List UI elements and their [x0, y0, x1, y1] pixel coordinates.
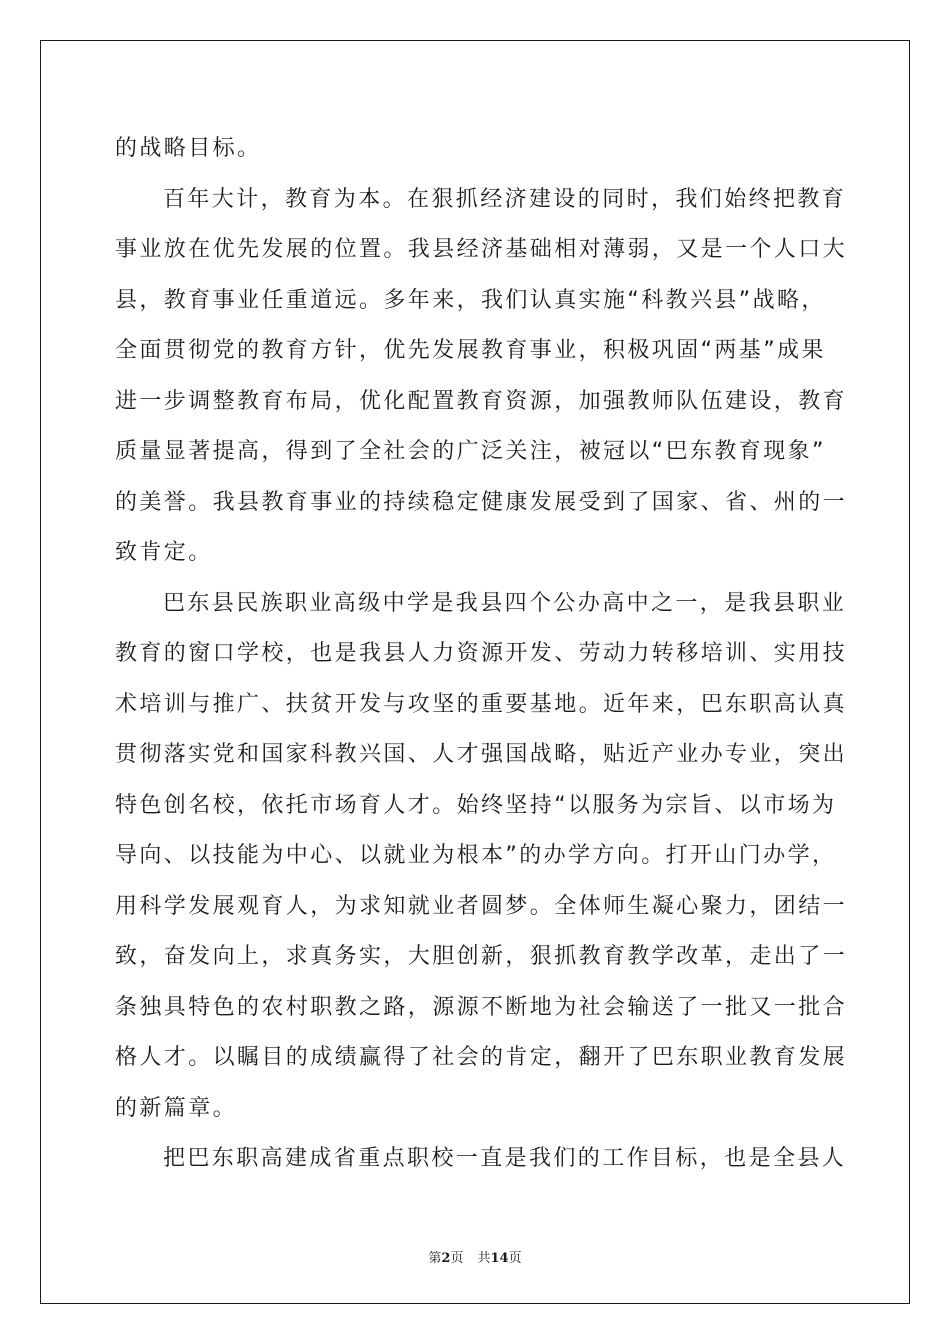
- text-line: 事业放在优先发展的位置。我县经济基础相对薄弱，又是一个人口大: [115, 237, 848, 262]
- text-line: 把巴东职高建成省重点职校一直是我们的工作目标，也是全县人: [163, 1146, 847, 1171]
- document-body: [115, 124, 848, 1185]
- text-line: 格人才。以瞩目的成绩赢得了社会的肯定，翻开了巴东职业教育发展: [115, 1045, 848, 1070]
- page-prefix: 第: [428, 1251, 442, 1266]
- page-footer: [0, 1247, 950, 1266]
- total-prefix: 共: [477, 1251, 491, 1266]
- page-number: 2: [441, 1251, 451, 1266]
- text-line: 全面贯彻党的教育方针，优先发展教育事业，积极巩固“两基”成果: [115, 338, 826, 363]
- text-line: 术培训与推广、扶贫开发与攻坚的重要基地。近年来，巴东职高认真: [115, 691, 848, 717]
- text-line: 条独具特色的农村职教之路，源源不断地为社会输送了一批又一批合: [115, 994, 848, 1020]
- text-line: 致，奋发向上，求真务实，大胆创新，狠抓教育教学改革，走出了一: [115, 944, 848, 969]
- text-line: 教育的窗口学校，也是我县人力资源开发、劳动力转移培训、实用技: [115, 641, 848, 666]
- text-line: 致肯定。: [115, 540, 213, 565]
- text-line: 巴东县民族职业高级中学是我县四个公办高中之一，是我县职业: [163, 590, 847, 616]
- text-line: 导向、以技能为中心、以就业为根本”的办学方向。打开山门办学，: [115, 843, 837, 868]
- text-line: 用科学发展观育人，为求知就业者圆梦。全体师生凝心聚力，团结一: [115, 893, 848, 919]
- text-line: 质量显著提高，得到了全社会的广泛关注，被冠以“巴东教育现象”: [115, 439, 826, 464]
- text-line: 县，教育事业任重道远。多年来，我们认真实施“科教兴县”战略，: [115, 287, 826, 313]
- total-suffix: 页: [508, 1251, 522, 1266]
- text-line: 的美誉。我县教育事业的持续稳定健康发展受到了国家、省、州的一: [115, 489, 848, 515]
- page-suffix: 页: [450, 1251, 464, 1266]
- text-line: 百年大计，教育为本。在狠抓经济建设的同时，我们始终把教育: [163, 186, 847, 212]
- text-line: 特色创名校，依托市场育人才。始终坚持“以服务为宗旨、以市场为: [115, 792, 837, 818]
- text-line: 的新篇章。: [115, 1095, 238, 1121]
- text-line: 贯彻落实党和国家科教兴国、人才强国战略，贴近产业办专业，突出: [115, 742, 848, 767]
- total-pages: 14: [490, 1251, 509, 1266]
- text-line: 进一步调整教育布局，优化配置教育资源，加强教师队伍建设，教育: [115, 388, 848, 414]
- text-line: 的战略目标。: [115, 136, 262, 161]
